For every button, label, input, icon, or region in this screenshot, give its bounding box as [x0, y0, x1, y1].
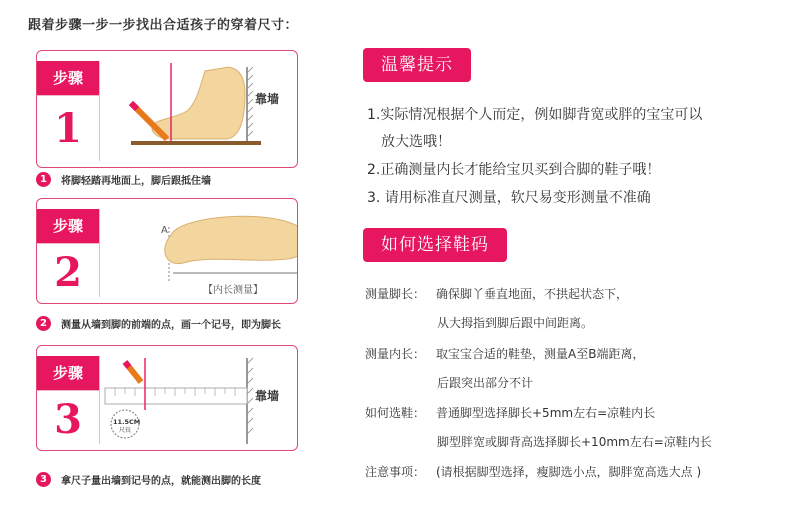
guide-row-choose: [365, 404, 655, 421]
guide-text-notes: (请根据脚型选择，瘦脚选小点，脚胖宽高选大点 ): [436, 465, 702, 479]
step-3-wall-label: 靠墙: [255, 389, 280, 403]
step-1-tag: 步骤: [37, 61, 99, 95]
guide-text-inner-length: 取宝宝合适的鞋垫，测量A至B端距离，: [436, 347, 645, 361]
step-2-box: [36, 198, 298, 304]
step-1-box: [36, 50, 298, 168]
step-3-tag: 步骤: [37, 356, 99, 390]
step-3-tape-sub: 尺長: [119, 427, 132, 434]
step-2-caption-text: 测量从墙到脚的前端的点，画一个记号，即为脚长: [61, 320, 281, 331]
guide-cont-inner-length: 后跟突出部分不计: [437, 376, 534, 390]
step-3-tape-label: 11.5CM: [113, 418, 141, 426]
page-header: 跟着步骤一步一步找出合适孩子的穿着尺寸：: [28, 18, 299, 33]
step-3-caption: [36, 472, 261, 487]
guide-row-notes: [365, 463, 701, 480]
step-3-illustration: [101, 348, 297, 450]
tip-line-1: 1.实际情况根据个人而定，例如脚背宽或胖的宝宝可以: [367, 107, 703, 123]
step-1-caption: [36, 172, 211, 187]
step-1-caption-text: 将脚轻踏再地面上，脚后跟抵住墙: [61, 176, 211, 187]
guide-row-foot-length: [365, 285, 628, 302]
step-1-illustration: [101, 53, 297, 165]
step-3-number: 3: [54, 396, 82, 443]
insole-shape: [165, 216, 297, 263]
guide-title: 如何选择鞋码: [363, 228, 507, 262]
guide-text-foot-length: 确保脚丫垂直地面，不拱起状态下，: [436, 287, 629, 301]
step-3-caption-text: 拿尺子量出墙到记号的点，就能测出脚的长度: [61, 476, 261, 487]
step-2-tag: 步骤: [37, 209, 99, 243]
guide-text-choose: 普通脚型选择脚长+5mm左右=凉鞋内长: [436, 406, 656, 420]
guide-label-notes: 注意事项：: [365, 465, 426, 479]
guide-cont-foot-length: 从大拇指到脚后跟中间距离。: [437, 316, 594, 330]
tip-line-4: 3. 请用标准直尺测量，软尺易变形测量不准确: [367, 190, 651, 206]
step-2-caption-badge: 2: [36, 316, 51, 331]
tips-title: 温馨提示: [363, 48, 471, 82]
tip-line-3: 2.正确测量内长才能给宝贝买到合脚的鞋子哦！: [367, 162, 661, 178]
step-1-wall-label: 靠墙: [255, 92, 280, 106]
guide-label-inner-length: 测量内长：: [365, 347, 426, 361]
step-2-number: 2: [54, 249, 82, 296]
step-2-illustration: [101, 201, 297, 303]
guide-cont-choose: 脚型胖宽或脚背高选择脚长+10mm左右=凉鞋内长: [437, 435, 712, 449]
guide-label-choose: 如何选鞋：: [365, 406, 426, 420]
pencil-icon: [125, 362, 141, 382]
step-3-caption-badge: 3: [36, 472, 51, 487]
step-2-ruler-label: 【内长测量】: [203, 285, 263, 296]
guide-label-foot-length: 测量脚长：: [365, 287, 426, 301]
step-2-caption: [36, 316, 281, 331]
step-1-caption-badge: 1: [36, 172, 51, 187]
step-3-box: [36, 345, 298, 451]
step-2-point-label: A: [161, 225, 168, 236]
ruler: [105, 388, 247, 404]
guide-row-inner-length: [365, 345, 644, 362]
tip-line-2: 放大选哦！: [381, 134, 451, 150]
step-1-number: 1: [54, 105, 82, 152]
